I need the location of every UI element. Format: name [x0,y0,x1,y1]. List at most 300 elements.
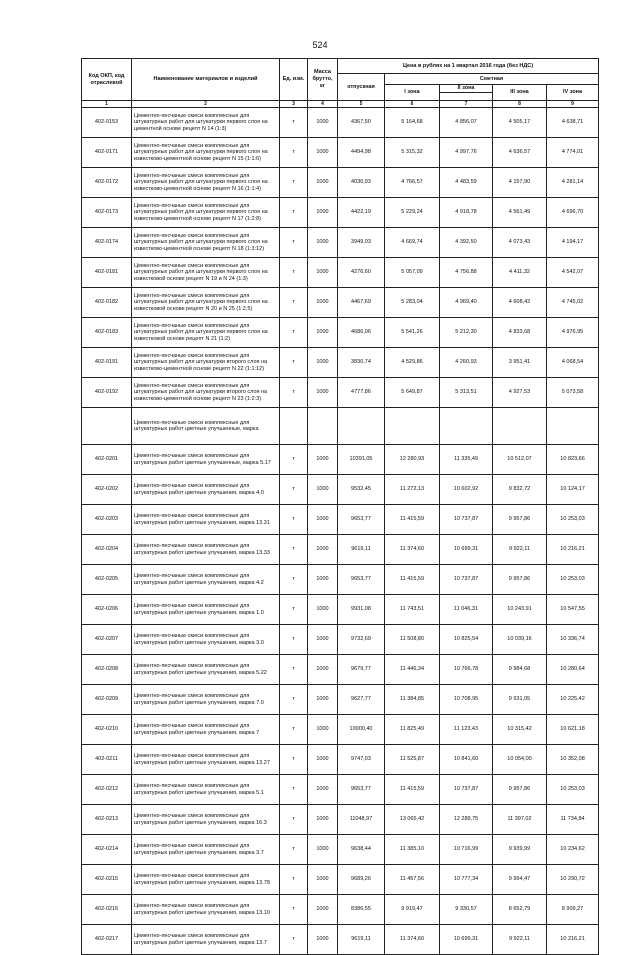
row-name: Цементно-песчаные смеси комплексные для штукатурных работ цветные улучшения, марка 3.0 [132,625,280,655]
row-price-zone1: 11 415,59 [385,775,440,805]
row-price-zone2: 10 825,54 [440,625,493,655]
row-unit: т [280,258,308,288]
row-price-zone4: 4 638,71 [547,108,599,138]
row-unit: т [280,715,308,745]
column-number: 4 [308,101,338,108]
row-mass: 1000 [308,348,338,378]
row-mass: 1000 [308,445,338,475]
table-row [82,655,599,685]
row-price-release: 9653,77 [338,775,385,805]
row-price-zone2: 10 699,31 [440,925,493,955]
column-number: 2 [132,101,280,108]
row-price-zone1: 11 272,13 [385,475,440,505]
row-price-zone4: 4 068,54 [547,348,599,378]
row-unit: т [280,288,308,318]
row-name: Цементно-песчаные смеси комплексные для штукатурных работ цветные улучшения, марка 13.31 [132,505,280,535]
row-price-zone1: 11 415,59 [385,565,440,595]
row-price-zone4: 10 290,72 [547,865,599,895]
row-price-release: 3949,03 [338,228,385,258]
row-price-zone3: 9 957,86 [493,565,547,595]
row-code: 402-0192 [82,378,132,408]
row-mass: 1000 [308,745,338,775]
row-price-zone2: 9 330,57 [440,895,493,925]
row-mass: 1000 [308,258,338,288]
row-price-zone3: 4 833,68 [493,318,547,348]
row-price-zone3: 9 957,86 [493,505,547,535]
row-price-zone4: 10 216,21 [547,925,599,955]
row-code: 402-0182 [82,288,132,318]
row-code: 402-0172 [82,168,132,198]
row-price-zone2: 4 483,59 [440,168,493,198]
row-price-release: 4367,50 [338,108,385,138]
row-price-zone2: 10 716,99 [440,835,493,865]
row-mass: 1000 [308,505,338,535]
row-price-release: 9653,77 [338,565,385,595]
row-mass: 1000 [308,895,338,925]
row-price-zone2: 4 392,50 [440,228,493,258]
header-spacer [440,93,493,101]
row-name: Цементно-песчаные смеси комплексные для штукатурных работ для штукатурки первого слоя на цементной основе рецепт N 14 (1:3) [132,108,280,138]
row-mass: 1000 [308,775,338,805]
row-unit: т [280,318,308,348]
row-price-zone4: 4 194,17 [547,228,599,258]
row-mass: 1000 [308,565,338,595]
column-numbers-row [82,101,599,108]
row-price-zone1: 11 525,87 [385,745,440,775]
row-name: Цементно-песчаные смеси комплексные для штукатурных работ цветные улучшения, марка 1.0 [132,595,280,625]
row-price-zone4: 10 253,03 [547,505,599,535]
table-row [82,475,599,505]
row-price-zone1: 4 766,57 [385,168,440,198]
row-name: Цементно-песчаные смеси комплексные для штукатурных работ для штукатурки второго слоя на известково-цементной основе рецепт N 23 (1:2:3) [132,378,280,408]
header-zone3: III зона [493,85,547,101]
row-price-zone1: 11 446,34 [385,655,440,685]
table-row [82,865,599,895]
row-code: 402-0174 [82,228,132,258]
row-unit: т [280,595,308,625]
row-mass: 1000 [308,475,338,505]
row-mass: 1000 [308,685,338,715]
header-zone1: I зона [385,85,440,101]
table-row [82,685,599,715]
row-unit: т [280,475,308,505]
row-price-zone1: 4 669,74 [385,228,440,258]
row-price-zone3: 4 608,42 [493,288,547,318]
table-row [82,895,599,925]
row-price-zone2: 10 737,87 [440,775,493,805]
row-price-zone3: 9 984,68 [493,655,547,685]
row-price-release: 4494,98 [338,138,385,168]
row-mass: 1000 [308,535,338,565]
row-name: Цементно-песчаные смеси комплексные для штукатурных работ для штукатурки первого слоя на известковой основе рецепт N 19 и N 24 (1:3) [132,258,280,288]
row-price-zone3: 11 397,02 [493,805,547,835]
group-empty-cell [547,408,599,445]
row-code: 402-0209 [82,685,132,715]
row-price-zone3: 10 054,00 [493,745,547,775]
row-unit: т [280,925,308,955]
row-price-zone1: 11 385,10 [385,835,440,865]
row-price-zone2: 4 997,76 [440,138,493,168]
row-price-zone2: 10 602,92 [440,475,493,505]
row-code: 402-0202 [82,475,132,505]
row-mass: 1000 [308,108,338,138]
row-code: 402-0213 [82,805,132,835]
table-row [82,288,599,318]
row-unit: т [280,198,308,228]
row-price-zone4: 10 225,42 [547,685,599,715]
table-row [82,348,599,378]
row-price-zone1: 5 229,24 [385,198,440,228]
header-zone4: IV зона [547,85,599,101]
table-row [82,168,599,198]
row-price-zone3: 10 315,42 [493,715,547,745]
table-row [82,595,599,625]
row-price-zone4: 4 542,07 [547,258,599,288]
table-row [82,805,599,835]
row-price-zone4: 10 234,62 [547,835,599,865]
row-price-zone1: 9 919,47 [385,895,440,925]
row-unit: т [280,685,308,715]
row-price-release: 4030,93 [338,168,385,198]
row-price-zone4: 10 253,03 [547,565,599,595]
row-price-zone1: 11 743,51 [385,595,440,625]
row-code: 402-0208 [82,655,132,685]
row-code: 402-0173 [82,198,132,228]
row-mass: 1000 [308,595,338,625]
row-unit: т [280,625,308,655]
row-code: 402-0214 [82,835,132,865]
row-price-release: 9532,45 [338,475,385,505]
row-price-zone1: 5 164,68 [385,108,440,138]
row-code: 402-0171 [82,138,132,168]
row-price-zone4: 4 745,02 [547,288,599,318]
row-unit: т [280,228,308,258]
header-zone2: II зона [440,85,493,93]
row-code: 402-0191 [82,348,132,378]
row-price-release: 9679,77 [338,655,385,685]
row-mass: 1000 [308,288,338,318]
row-price-zone1: 5 541,26 [385,318,440,348]
row-unit: т [280,168,308,198]
row-price-zone2: 4 756,88 [440,258,493,288]
row-price-release: 9619,11 [338,535,385,565]
row-price-release: 9619,11 [338,925,385,955]
row-price-zone2: 5 313,51 [440,378,493,408]
table-row [82,775,599,805]
row-code: 402-0183 [82,318,132,348]
row-name: Цементно-песчаные смеси комплексные для штукатурных работ цветные улучшения, марка 4.2 [132,565,280,595]
row-code: 402-0153 [82,108,132,138]
column-number: 7 [440,101,493,108]
table-row [82,835,599,865]
row-name: Цементно-песчаные смеси комплексные для штукатурных работ цветные улучшения, марка 13.10 [132,895,280,925]
row-unit: т [280,348,308,378]
row-price-zone2: 4 969,40 [440,288,493,318]
row-price-zone4: 11 734,84 [547,805,599,835]
column-number: 8 [493,101,547,108]
column-number: 9 [547,101,599,108]
group-empty-cell [308,408,338,445]
row-price-release: 4276,60 [338,258,385,288]
row-mass: 1000 [308,655,338,685]
row-price-release: 4467,69 [338,288,385,318]
row-price-release: 9931,08 [338,595,385,625]
row-mass: 1000 [308,925,338,955]
page-number: 524 [312,40,328,50]
row-price-zone2: 11 046,31 [440,595,493,625]
row-price-zone3: 4 157,90 [493,168,547,198]
row-code: 402-0212 [82,775,132,805]
table-row [82,535,599,565]
row-code: 402-0181 [82,258,132,288]
table-row [82,258,599,288]
row-price-release: 4777,86 [338,378,385,408]
row-code: 402-0206 [82,595,132,625]
row-name: Цементно-песчаные смеси комплексные для штукатурных работ для штукатурки первого слоя на известково-цементной основе рецепт N 18 (1:3:12) [132,228,280,258]
row-price-release: 10391,05 [338,445,385,475]
row-price-zone1: 11 374,60 [385,535,440,565]
row-name: Цементно-песчаные смеси комплексные для штукатурных работ для штукатурки первого слоя на известково-цементной основе рецепт N 17 (1:2:8) [132,198,280,228]
row-price-release: 4422,19 [338,198,385,228]
row-price-release: 10000,40 [338,715,385,745]
row-price-zone4: 4 696,70 [547,198,599,228]
row-price-release: 8386,55 [338,895,385,925]
row-name: Цементно-песчаные смеси комплексные для штукатурных работ цветные улучшения, марка 16.3 [132,805,280,835]
table-row [82,318,599,348]
row-mass: 1000 [308,138,338,168]
price-table [81,58,599,955]
column-number: 3 [280,101,308,108]
row-unit: т [280,565,308,595]
row-mass: 1000 [308,625,338,655]
group-empty-cell [338,408,385,445]
row-price-zone3: 4 561,49 [493,198,547,228]
row-price-zone3: 10 039,16 [493,625,547,655]
row-price-zone4: 10 216,21 [547,535,599,565]
row-price-zone4: 8 909,27 [547,895,599,925]
row-name: Цементно-песчаные смеси комплексные для штукатурных работ для штукатурки первого слоя на известково-цементной основе рецепт N 16 (1:1:4) [132,168,280,198]
row-name: Цементно-песчаные смеси комплексные для штукатурных работ цветные улучшения, марка 7 [132,715,280,745]
row-price-zone1: 11 384,85 [385,685,440,715]
group-empty-cell [493,408,547,445]
header-code: Код ОКП, код отраслевой [82,59,132,101]
row-price-zone4: 10 253,03 [547,775,599,805]
header-mass: Масса брутто, кг [308,59,338,101]
row-price-zone3: 9 957,86 [493,775,547,805]
group-empty-cell [440,408,493,445]
row-price-zone2: 10 777,34 [440,865,493,895]
header-release: отпускная [338,74,385,101]
row-price-zone4: 10 352,08 [547,745,599,775]
row-price-zone4: 10 823,66 [547,445,599,475]
row-price-zone1: 5 315,32 [385,138,440,168]
row-price-zone4: 10 547,55 [547,595,599,625]
row-price-zone3: 9 922,11 [493,925,547,955]
row-price-zone1: 11 825,49 [385,715,440,745]
row-price-release: 9653,77 [338,505,385,535]
row-mass: 1000 [308,168,338,198]
row-price-zone1: 5 283,04 [385,288,440,318]
row-name: Цементно-песчаные смеси комплексные для штукатурных работ цветные улучшения, марка 13.7 [132,925,280,955]
table-row [82,445,599,475]
row-price-zone1: 12 280,93 [385,445,440,475]
row-price-release: 3830,74 [338,348,385,378]
group-label: Цементно-песчаные смеси комплексные для штукатурных работ цветные улучшенные, марка [132,408,280,445]
row-mass: 1000 [308,715,338,745]
row-price-zone3: 4 927,53 [493,378,547,408]
header-price-title: Цена в рублях на 1 квартал 2016 года (без НДС) [338,59,599,74]
row-unit: т [280,775,308,805]
row-unit: т [280,505,308,535]
row-price-zone4: 10 336,74 [547,625,599,655]
row-unit: т [280,378,308,408]
row-unit: т [280,445,308,475]
row-code: 402-0207 [82,625,132,655]
row-mass: 1000 [308,198,338,228]
row-price-zone2: 10 841,60 [440,745,493,775]
group-empty-cell [385,408,440,445]
column-number: 1 [82,101,132,108]
row-price-zone3: 9 832,72 [493,475,547,505]
row-name: Цементно-песчаные смеси комплексные для штукатурных работ цветные улучшения, марка 13.78 [132,865,280,895]
row-name: Цементно-песчаные смеси комплексные для штукатурных работ цветные улучшенные, марка 5.17 [132,445,280,475]
row-price-zone2: 10 737,87 [440,505,493,535]
table-row [82,108,599,138]
row-price-zone3: 9 931,05 [493,685,547,715]
row-unit: т [280,835,308,865]
row-price-zone3: 9 922,11 [493,535,547,565]
row-price-zone2: 10 699,31 [440,535,493,565]
row-price-zone1: 5 057,09 [385,258,440,288]
row-price-zone2: 10 708,95 [440,685,493,715]
row-code: 402-0215 [82,865,132,895]
row-price-zone3: 9 994,47 [493,865,547,895]
group-empty-cell [280,408,308,445]
row-name: Цементно-песчаные смеси комплексные для штукатурных работ цветные улучшения, марка 13.33 [132,535,280,565]
row-mass: 1000 [308,378,338,408]
row-price-zone4: 4 976,95 [547,318,599,348]
row-name: Цементно-песчаные смеси комплексные для штукатурных работ для штукатурки второго слоя на известково-цементной основе рецепт N 22 (1:1:12) [132,348,280,378]
row-price-zone1: 4 529,86 [385,348,440,378]
row-name: Цементно-песчаные смеси комплексные для штукатурных работ цветные улучшения, марка 3.7 [132,835,280,865]
row-price-release: 4686,06 [338,318,385,348]
row-price-zone2: 12 289,75 [440,805,493,835]
row-price-zone2: 11 123,43 [440,715,493,745]
row-price-zone3: 4 636,57 [493,138,547,168]
table-row [82,138,599,168]
row-price-zone3: 3 951,41 [493,348,547,378]
row-mass: 1000 [308,805,338,835]
row-name: Цементно-песчаные смеси комплексные для штукатурных работ цветные улучшения, марка 13.27 [132,745,280,775]
table-row [82,505,599,535]
row-code: 402-0210 [82,715,132,745]
row-price-zone1: 11 415,59 [385,505,440,535]
table-row [82,625,599,655]
row-price-zone2: 4 856,07 [440,108,493,138]
row-unit: т [280,655,308,685]
row-name: Цементно-песчаные смеси комплексные для штукатурных работ цветные улучшения, марка 4.0 [132,475,280,505]
row-code: 402-0203 [82,505,132,535]
column-number: 6 [385,101,440,108]
row-mass: 1000 [308,318,338,348]
row-price-zone2: 4 918,78 [440,198,493,228]
row-price-zone3: 4 505,17 [493,108,547,138]
row-price-zone1: 13 065,42 [385,805,440,835]
group-row [82,408,599,445]
row-price-zone1: 11 374,60 [385,925,440,955]
row-price-zone4: 10 124,17 [547,475,599,505]
row-price-zone1: 11 457,56 [385,865,440,895]
row-price-release: 9627,77 [338,685,385,715]
row-price-zone3: 10 512,07 [493,445,547,475]
table-row [82,925,599,955]
row-price-zone1: 5 649,87 [385,378,440,408]
row-price-release: 9732,69 [338,625,385,655]
row-name: Цементно-песчаные смеси комплексные для штукатурных работ цветные улучшения, марка 5.22 [132,655,280,685]
table-row [82,565,599,595]
row-price-release: 9689,26 [338,865,385,895]
row-price-zone2: 5 212,30 [440,318,493,348]
table-row [82,228,599,258]
table-row [82,745,599,775]
row-name: Цементно-песчаные смеси комплексные для штукатурных работ цветные улучшения, марка 5.1 [132,775,280,805]
row-mass: 1000 [308,835,338,865]
row-price-release: 9747,03 [338,745,385,775]
row-price-zone2: 4 260,93 [440,348,493,378]
row-unit: т [280,895,308,925]
row-unit: т [280,108,308,138]
row-price-zone3: 8 652,79 [493,895,547,925]
row-price-zone4: 4 281,14 [547,168,599,198]
row-price-zone4: 4 774,01 [547,138,599,168]
row-price-zone2: 10 766,78 [440,655,493,685]
header-unit: Ед. изм. [280,59,308,101]
column-number: 5 [338,101,385,108]
row-unit: т [280,805,308,835]
row-unit: т [280,745,308,775]
row-mass: 1000 [308,865,338,895]
row-price-zone4: 5 073,58 [547,378,599,408]
table-row [82,378,599,408]
table-row [82,198,599,228]
row-price-zone3: 9 939,99 [493,835,547,865]
row-price-zone1: 11 508,80 [385,625,440,655]
row-code: 402-0211 [82,745,132,775]
row-name: Цементно-песчаные смеси комплексные для штукатурных работ цветные улучшения, марка 7.0 [132,685,280,715]
row-price-zone2: 10 737,87 [440,565,493,595]
row-price-zone3: 4 073,43 [493,228,547,258]
row-code: 402-0204 [82,535,132,565]
row-unit: т [280,865,308,895]
row-code: 402-0201 [82,445,132,475]
row-name: Цементно-песчаные смеси комплексные для штукатурных работ для штукатурки первого слоя на известковой основе рецепт N 20 и N 25 (1:2,5) [132,288,280,318]
row-price-zone4: 10 621,18 [547,715,599,745]
row-price-zone3: 4 411,32 [493,258,547,288]
row-unit: т [280,138,308,168]
row-code: 402-0216 [82,895,132,925]
row-price-zone2: 11 335,49 [440,445,493,475]
header-estimate: Сметная [385,74,599,85]
row-code: 402-0217 [82,925,132,955]
row-price-release: 9638,44 [338,835,385,865]
row-name: Цементно-песчаные смеси комплексные для штукатурных работ для штукатурки первого слоя на известковой основе рецепт N 21 (1:2) [132,318,280,348]
row-mass: 1000 [308,228,338,258]
group-code-cell [82,408,132,445]
row-unit: т [280,535,308,565]
row-price-release: 11048,97 [338,805,385,835]
row-name: Цементно-песчаные смеси комплексные для штукатурных работ для штукатурки первого слоя на известково-цементной основе рецепт N 15 (1:1:6) [132,138,280,168]
row-price-zone3: 10 243,91 [493,595,547,625]
